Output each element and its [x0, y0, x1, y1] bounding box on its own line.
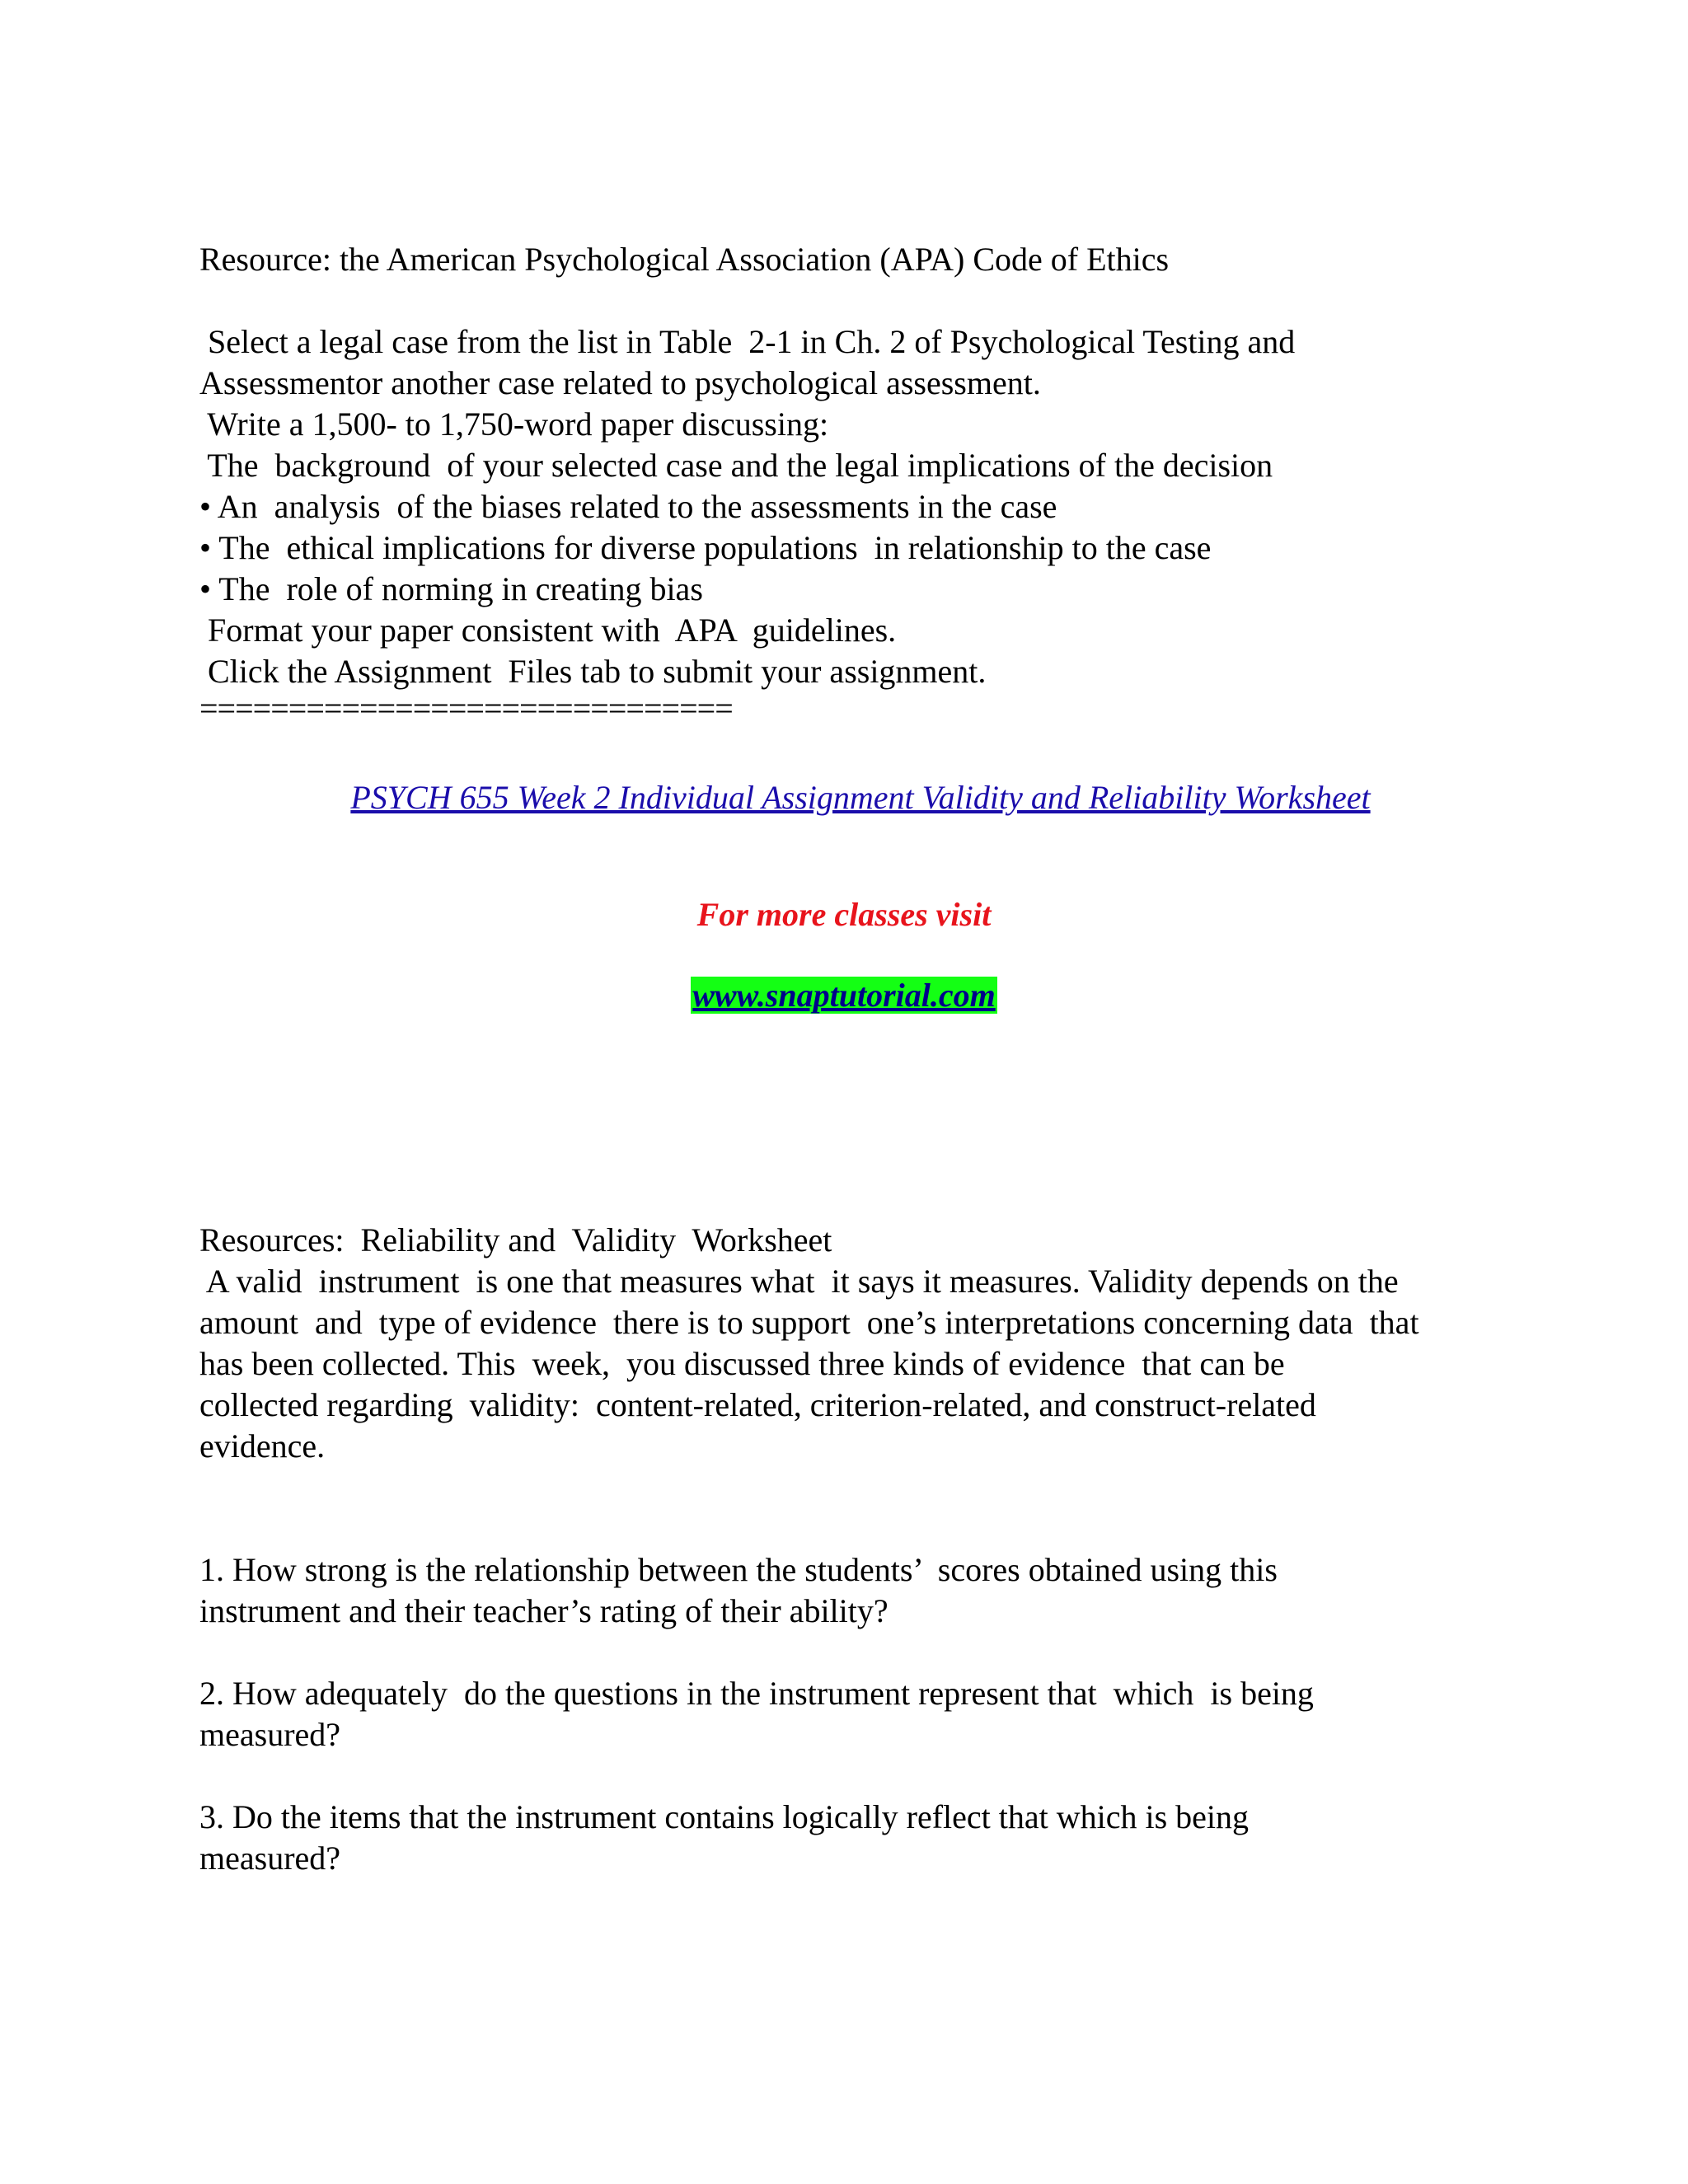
question-3-cont: measured?: [199, 1840, 341, 1877]
paragraph-line: evidence.: [199, 1427, 326, 1465]
instruction-line: Assessmentor another case related to psychological assessment.: [199, 364, 1041, 401]
instruction-line: Select a legal case from the list in Table 2-1 in Ch. 2 of Psychological Testing and: [199, 323, 1296, 360]
paragraph-line: A valid instrument is one that measures what it says it measures. Validity depends on the: [199, 1263, 1399, 1300]
instruction-line: Write a 1,500- to 1,750-word paper discussing:: [199, 405, 829, 443]
question-1: 1. How strong is the relationship between the students’ scores obtained using this: [199, 1551, 1278, 1588]
paragraph-line: amount and type of evidence there is to support one’s interpretations concerning data that: [199, 1304, 1419, 1341]
assignment-link[interactable]: PSYCH 655 Week 2 Individual Assignment Validity and Reliability Worksheet: [350, 779, 1371, 816]
resource-line: Resource: the American Psychological Association (APA) Code of Ethics: [199, 241, 1170, 278]
resources-line: Resources: Reliability and Validity Worksheet: [199, 1221, 832, 1258]
separator: ==============================: [199, 690, 733, 727]
paragraph-line: collected regarding validity: content-related, criterion-related, and construct-related: [199, 1386, 1316, 1423]
promo-text-row: [0, 894, 1688, 935]
assignment-link-row: [0, 736, 1688, 860]
question-3: 3. Do the items that the instrument contains logically reflect that which is being: [199, 1798, 1250, 1835]
promo-site-row: [0, 975, 1688, 1016]
promo-text: For more classes visit: [696, 896, 992, 933]
instruction-line: Format your paper consistent with APA guidelines.: [199, 612, 897, 649]
instruction-line: The background of your selected case and the legal implications of the decision: [199, 447, 1273, 484]
bullet-item: • The ethical implications for diverse populations in relationship to the case: [199, 529, 1212, 566]
question-1-cont: instrument and their teacher’s rating of their ability?: [199, 1592, 889, 1629]
question-2-cont: measured?: [199, 1716, 341, 1753]
bullet-item: • The role of norming in creating bias: [199, 570, 703, 607]
question-2: 2. How adequately do the questions in the instrument represent that which is being: [199, 1675, 1314, 1712]
site-link[interactable]: www.snaptutorial.com: [692, 977, 996, 1014]
instruction-line: Click the Assignment Files tab to submit your assignment.: [199, 653, 987, 690]
bullet-item: • An analysis of the biases related to the assessments in the case: [199, 488, 1057, 525]
paragraph-line: has been collected. This week, you discussed three kinds of evidence that can be: [199, 1345, 1285, 1382]
